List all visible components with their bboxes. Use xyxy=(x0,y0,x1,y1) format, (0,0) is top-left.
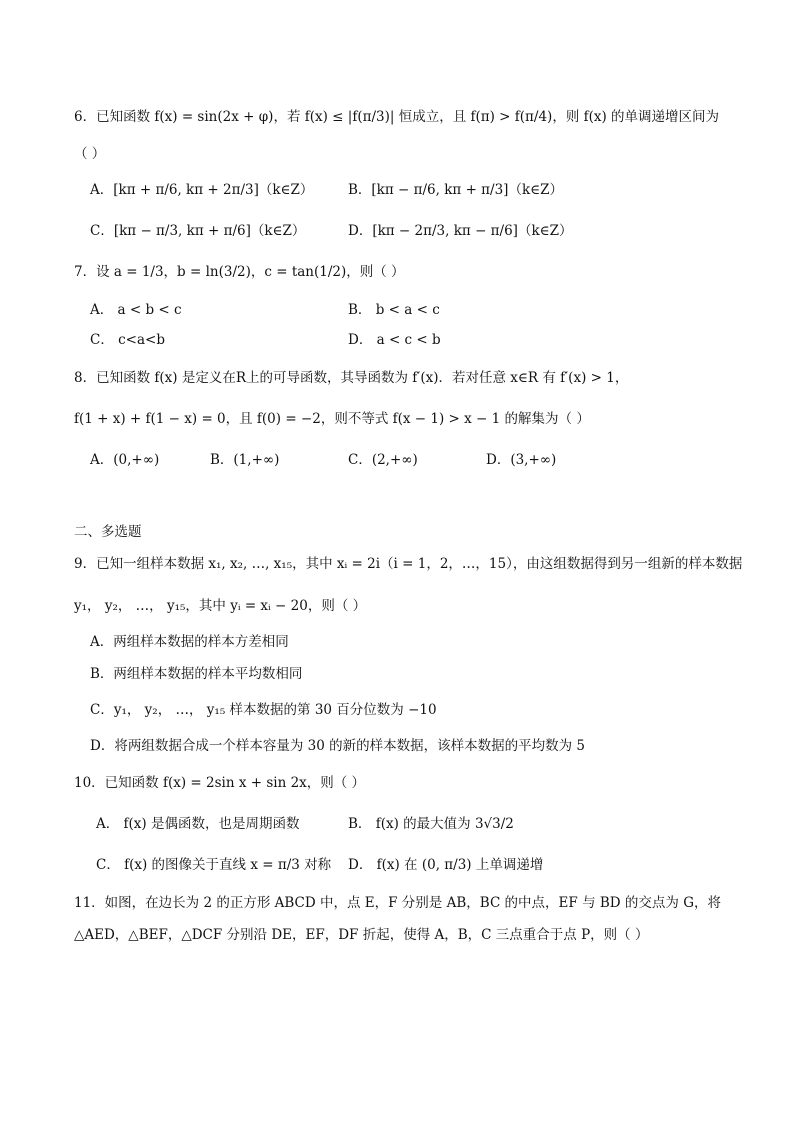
q7-option-a: A． a < b < c xyxy=(90,302,182,318)
q9-option-d: D．将两组数据合成一个样本容量为 30 的新的样本数据，该样本数据的平均数为 5 xyxy=(90,738,585,754)
q10-stem: 10．已知函数 f(x) = 2sin x + sin 2x，则（ ） xyxy=(74,775,366,791)
section-heading-multi-choice: 二、多选题 xyxy=(74,524,142,540)
q9-option-a: A．两组样本数据的样本方差相同 xyxy=(90,634,289,650)
q8-stem-line1: 8．已知函数 f(x) 是定义在R上的可导函数，其导函数为 f′(x)．若对任意 x∈R 有 f′(x) > 1， xyxy=(74,370,629,386)
q9-stem-line2: y₁， y₂， …， y₁₅，其中 yᵢ = xᵢ − 20，则（ ） xyxy=(74,598,367,614)
q10-option-b: B． f(x) 的最大值为 3√3/2 xyxy=(348,816,514,832)
q7-option-c: C． c<a<b xyxy=(90,332,165,348)
q8-option-b: B．(1,+∞) xyxy=(210,452,280,468)
q8-option-d: D．(3,+∞) xyxy=(486,452,557,468)
q6-option-a: A．[kπ + π/6, kπ + 2π/3]（k∈Z） xyxy=(90,182,314,198)
q6-stem: 6．已知函数 f(x) = sin(2x + φ)，若 f(x) ≤ |f(π/3)| 恒成立，且 f(π) > f(π/4)，则 f(x) 的单调递增区间为 xyxy=(74,109,720,125)
q9-option-c: C．y₁， y₂， …， y₁₅ 样本数据的第 30 百分位数为 −10 xyxy=(90,702,437,718)
q10-option-c: C． f(x) 的图像关于直线 x = π/3 对称 xyxy=(96,857,332,873)
q10-option-d: D． f(x) 在 (0, π/3) 上单调递增 xyxy=(348,857,544,873)
q8-stem-line2: f(1 + x) + f(1 − x) = 0，且 f(0) = −2，则不等式 f(x − 1) > x − 1 的解集为（ ） xyxy=(74,411,590,427)
q6-option-c: C．[kπ − π/3, kπ + π/6]（k∈Z） xyxy=(90,223,306,239)
q7-option-b: B． b < a < c xyxy=(348,302,440,318)
q9-option-b: B．两组样本数据的样本平均数相同 xyxy=(90,666,303,682)
q11-stem-line2: △AED，△BEF，△DCF 分别沿 DE，EF，DF 折起，使得 A，B，C 三点重合于点 P，则（ ） xyxy=(74,927,649,943)
q9-stem-line1: 9．已知一组样本数据 x₁, x₂, …, x₁₅，其中 xᵢ = 2i（i = 1，2，…，15），由这组数据得到另一组新的样本数据 xyxy=(74,556,743,572)
q8-option-a: A．(0,+∞) xyxy=(90,452,160,468)
q6-paren: （ ） xyxy=(74,146,106,162)
q7-stem: 7．设 a = 1/3，b = ln(3/2)，c = tan(1/2)，则（ ） xyxy=(74,264,405,280)
q6-option-b: B．[kπ − π/6, kπ + π/3]（k∈Z） xyxy=(348,182,564,198)
q11-stem-line1: 11．如图，在边长为 2 的正方形 ABCD 中，点 E，F 分别是 AB，BC 的中点，EF 与 BD 的交点为 G，将 xyxy=(74,895,721,911)
q10-option-a: A． f(x) 是偶函数，也是周期函数 xyxy=(96,816,300,832)
q8-option-c: C．(2,+∞) xyxy=(348,452,418,468)
q7-option-d: D． a < c < b xyxy=(348,332,441,348)
q6-option-d: D．[kπ − 2π/3, kπ − π/6]（k∈Z） xyxy=(348,223,573,239)
